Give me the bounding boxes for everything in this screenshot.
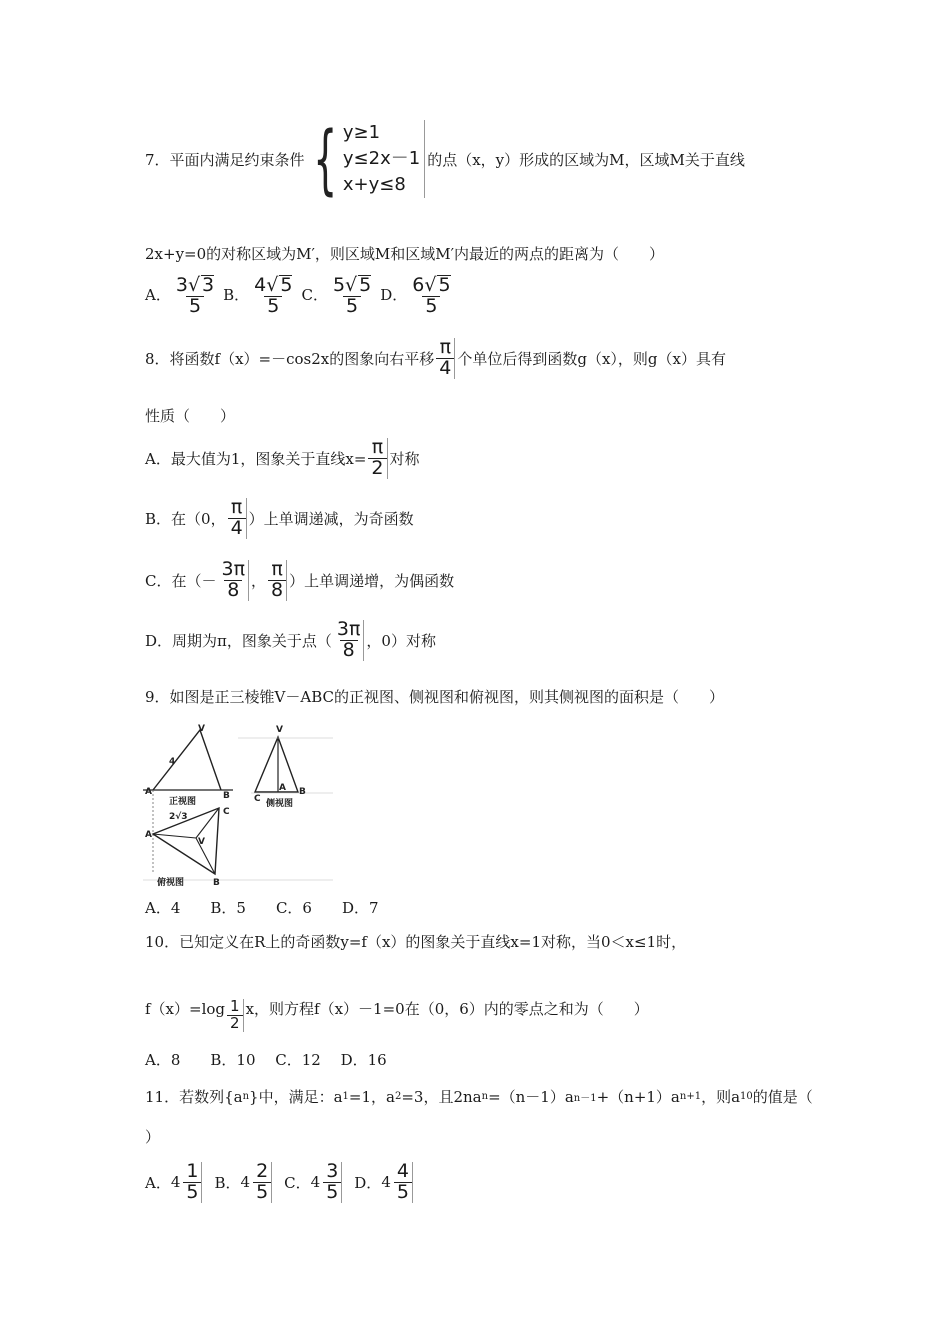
coef: 6 [412,274,425,296]
label-c: C [254,794,261,804]
denominator: 5 [323,1182,341,1203]
numerator: π [371,436,384,458]
label-a: A [145,787,152,797]
label-edge-4: 4 [169,757,176,767]
q11-text: +（n+1）a [596,1088,680,1106]
option-label: C． [301,285,328,304]
option-text: A．最大值为1，图象关于直线x= [145,449,367,468]
option-label: A． [145,1173,171,1192]
numerator: π [230,496,243,518]
denominator: 4 [436,358,454,379]
q7-constraint-2: y≤2x－1 [342,148,421,169]
q9-three-view-figure [143,722,343,887]
fraction [228,498,247,539]
q7-line2: 2x+y=0的对称区域为M′，则区域M和区域M′内最近的两点的距离为（ ） [145,245,665,263]
q9-line1: 9．如图是正三棱锥V－ABC的正视图、侧视图和俯视图，则其侧视图的面积是（ ） [145,688,724,706]
subscript: n+1 [679,1091,702,1102]
q7-constraint-3: x+y≤8 [342,174,406,195]
radicand: 5 [438,274,451,296]
radicand: 5 [359,274,372,296]
option-label: B． [223,285,250,304]
option-label: A． [145,285,171,304]
numerator: 3 [326,1160,339,1182]
label-edge-2r3: 2√3 [169,812,188,822]
fraction [334,620,365,661]
q10-line1: 10．已知定义在R上的奇函数y=f（x）的图象关于直线x=1对称，当0＜x≤1时， [145,933,687,951]
subscript: 2 [394,1091,402,1102]
q7-text-pre: 7．平面内满足约束条件 [145,150,305,169]
option-label: D． [354,1173,382,1192]
side-view-triangle [255,737,298,792]
q11-option-c [284,1162,344,1203]
q11-text: =3，且2na [401,1088,482,1106]
label-b: B [213,878,220,887]
coef: 3 [175,274,188,296]
q11-line2: ） [145,1128,161,1146]
brace-icon: { [312,114,337,203]
q11-options [145,1162,425,1203]
q11-text: ，则a [701,1088,741,1106]
option-text: C．在（－ [145,571,217,590]
q8-option-a [145,438,420,479]
label-c: C [223,807,230,817]
q10-line2 [145,985,649,1032]
whole-part: 4 [170,1173,181,1192]
q11-text: =1，a [348,1088,395,1106]
q11-text: 的值是（ [752,1088,813,1106]
fraction [368,438,387,479]
label-v: V [198,724,205,734]
option-label: C． [284,1173,311,1192]
numerator: 2 [256,1160,269,1182]
q7-options [145,275,460,317]
option-text: ，0）对称 [366,631,436,650]
q8-option-b [145,498,414,539]
option-text: ）上单调递增，为偶函数 [289,571,455,590]
q7-option-d: D． $\frac{6√ 5}{5}$ [380,274,451,317]
q9-figure-svg [143,722,343,887]
option-text: ， [251,571,267,590]
subscript: 10 [740,1091,753,1102]
q8-shift-fraction [436,338,455,379]
q11-option-b [214,1162,274,1203]
q8-option-c [145,560,454,601]
radicand: 5 [280,274,293,296]
q8-line2: 性质（ ） [145,407,236,425]
radicand: 3 [202,274,215,296]
q7-option-c: C． $\frac{5√ 5}{5}$ [301,274,372,317]
denominator: 5 [343,296,361,317]
q11-line1 [145,1086,813,1107]
denominator: 8 [224,580,242,601]
denominator: 5 [264,296,282,317]
numerator: π [271,558,283,580]
denominator: 5 [422,296,440,317]
option-text: D．周期为π，图象关于点（ [145,631,332,650]
q11-text: 11．若数列{a [145,1088,243,1106]
denominator: 4 [228,518,246,539]
fraction [268,560,287,601]
q11-text: =（n－1）a [488,1088,574,1106]
q8-text-post: 个单位后得到函数g（x），则g（x）具有 [457,349,726,368]
front-view-triangle [153,730,221,790]
q8-text-pre: 8．将函数f（x）=－cos2x的图象向右平移 [145,349,435,368]
label-v: V [198,837,205,847]
denominator: 5 [183,1182,201,1203]
numerator: 3π [336,618,361,640]
label-front-view: 正视图 [169,797,197,807]
subscript: n [481,1091,489,1102]
whole-part: 4 [310,1173,321,1192]
label-a: A [145,830,152,840]
q11-option-a [145,1162,204,1203]
subscript: n－1 [573,1093,597,1104]
denominator: 5 [394,1182,412,1203]
numerator: 4 [396,1160,409,1182]
option-text: ）上单调递减，为奇函数 [248,509,414,528]
q10-options: A．8 B．10 C．12 D．16 [145,1051,387,1069]
q11-text: }中，满足：a [249,1088,343,1106]
q7-text-post: 的点（x，y）形成的区域为M，区域M关于直线 [427,150,745,169]
whole-part: 4 [240,1173,251,1192]
option-text: B．在（0， [145,509,226,528]
numerator: 3π [221,558,246,580]
q8-line1 [145,338,726,379]
label-b: B [299,787,306,797]
label-side-view: 侧视图 [266,799,294,809]
q7-constraint-1: y≥1 [342,122,381,143]
fraction [218,560,249,601]
q7-line1 [145,114,745,203]
whole-part: 4 [381,1173,391,1192]
subscript: 1 [342,1091,349,1102]
option-text: 对称 [389,449,420,468]
numerator: 1 [186,1160,199,1182]
q7-constraint-system [307,114,426,203]
denominator: 2 [227,1015,243,1032]
subscript: n [242,1091,250,1102]
option-label: D． [380,285,408,304]
denominator: 8 [340,640,358,661]
denominator: 5 [253,1182,271,1203]
label-a: A [279,783,286,793]
label-v: V [276,725,283,735]
denominator: 8 [268,580,286,601]
denominator: 5 [186,296,204,317]
log-base-fraction [227,999,244,1032]
option-label: B． [214,1173,241,1192]
q8-option-d [145,620,436,661]
q9-options: A．4 B．5 C．6 D．7 [145,899,379,917]
q10-text-pre: f（x）=log [145,999,226,1018]
q10-text-post: x，则方程f（x）－1=0在（0，6）内的零点之和为（ ） [245,999,649,1018]
label-top-view: 俯视图 [157,878,185,887]
label-b: B [223,791,230,801]
denominator: 2 [368,458,386,479]
q11-option-d [354,1162,415,1203]
coef: 4 [254,274,267,296]
numerator: π [439,336,452,358]
q7-option-a: A． $\frac{3√ 3}{5}$ [145,274,215,317]
coef: 5 [332,274,346,296]
q7-option-b: B． $\frac{4√ 5}{5}$ [223,274,293,317]
numerator: 1 [230,997,240,1015]
